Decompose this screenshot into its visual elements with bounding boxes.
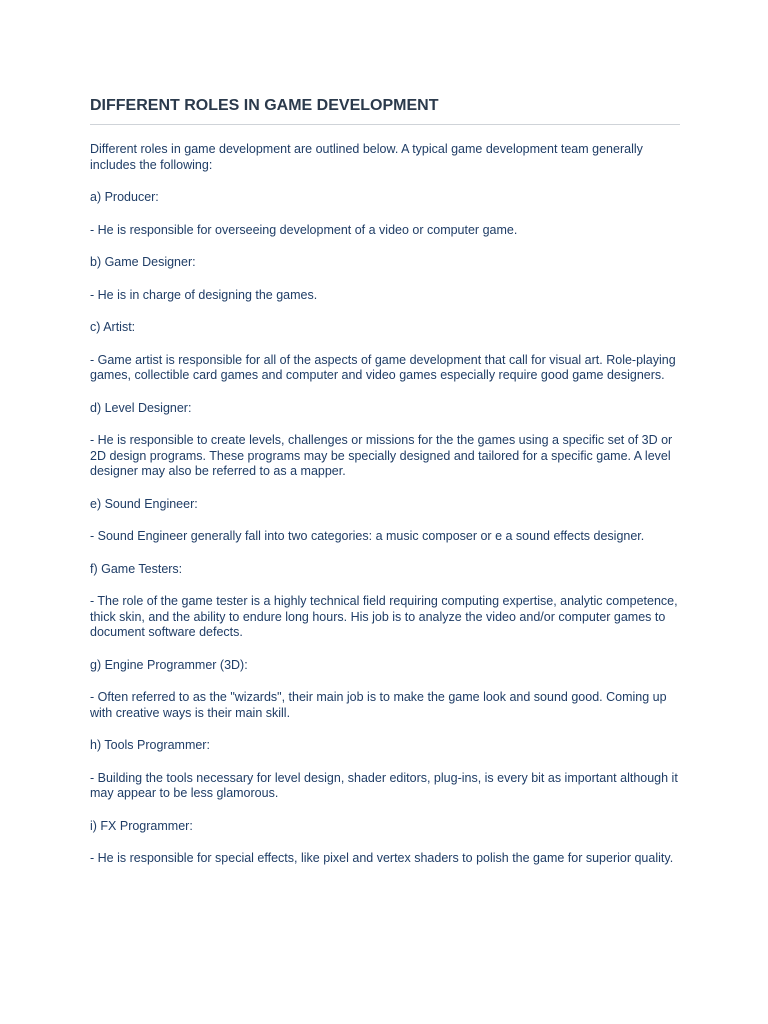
document-body <box>90 142 682 884</box>
role-heading-game-testers: f) Game Testers: <box>90 561 183 576</box>
role-description-tools-programmer: - Building the tools necessary for level design, shader editors, plug-ins, is every bit as important although it may appear to be less glamorous. <box>90 770 678 800</box>
role-description-game-testers: - The role of the game tester is a highly technical field requiring computing expertise, analytic competence, thick skin, and the ability to endure long hours. His job is to analyze the video and/or computer games to document software defects. <box>90 594 678 639</box>
role-description-producer: - He is responsible for overseeing development of a video or computer game. <box>90 222 518 237</box>
role-heading-artist: c) Artist: <box>90 320 136 334</box>
page-title: DIFFERENT ROLES IN GAME DEVELOPMENT <box>90 97 439 114</box>
role-heading-tools-programmer: h) Tools Programmer: <box>90 738 210 752</box>
role-heading-game-designer: b) Game Designer: <box>90 255 196 269</box>
role-heading-engine-programmer: g) Engine Programmer (3D): <box>90 657 248 672</box>
role-description-sound-engineer: - Sound Engineer generally fall into two categories: a music composer or e a sound effects designer. <box>90 529 645 543</box>
role-description-artist: - Game artist is responsible for all of the aspects of game development that call for visual art. Role-playing games, collectible card games and computer and video games especially require good game designers. <box>90 352 676 382</box>
role-description-engine-programmer: - Often referred to as the "wizards", their main job is to make the game look and sound good. Coming up with creative ways is their main skill. <box>90 690 667 720</box>
title-divider <box>90 124 680 125</box>
role-heading-producer: a) Producer: <box>90 190 159 204</box>
intro-paragraph: Different roles in game development are outlined below. A typical game development team generally includes the following: <box>90 142 643 172</box>
role-heading-sound-engineer: e) Sound Engineer: <box>90 496 198 511</box>
role-description-level-designer: - He is responsible to create levels, challenges or missions for the the games using a specific set of 3D or 2D design programs. These programs may be specially designed and tailored for a specific game. A level designer may also be referred to as a mapper. <box>90 433 673 478</box>
role-description-game-designer: - He is in charge of designing the games. <box>90 287 318 302</box>
role-heading-fx-programmer: i) FX Programmer: <box>90 818 193 833</box>
role-description-fx-programmer: - He is responsible for special effects, like pixel and vertex shaders to polish the game for superior quality. <box>90 851 674 865</box>
role-heading-level-designer: d) Level Designer: <box>90 400 192 415</box>
